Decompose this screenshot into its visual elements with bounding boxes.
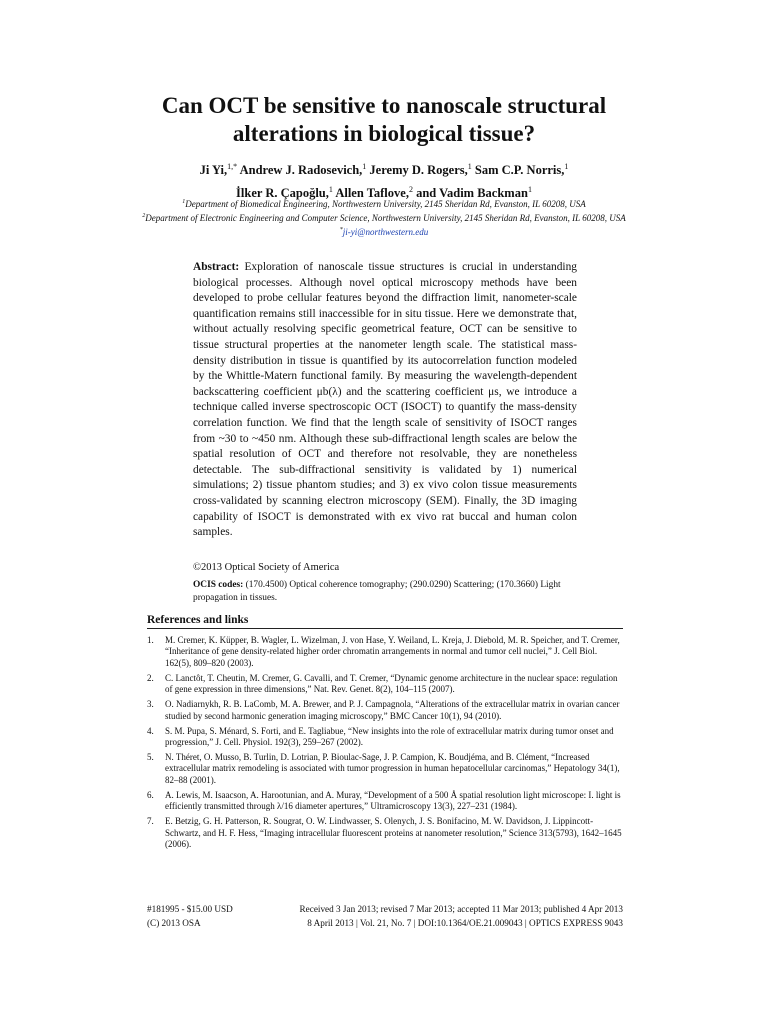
author: Allen Taflove,$^2$ — [335, 185, 413, 201]
abstract-label: Abstract: — [193, 261, 240, 273]
abstract-text: Exploration of nanoscale tissue structures is crucial in understanding biological processes. Although novel optical microscopy methods have been developed to probe cellular features beyond the diffraction limit, nanometer-scale quantification remains still inaccessible for in situ tissue. Here we demonstrate that, without actually resolving specific geometrical feature, OCT can be sensitive to tissue structural properties at the nanometer length scale. The statistical mass-density distribution in tissue is quantified by its autocorrelation function modeled by the Whittle-Matern functional family. By measuring the wavelength-dependent backscattering coefficient μb(λ) and the scattering coefficient μs, we introduce a technique called inverse spectroscopic OCT (ISOCT) to quantify the mass-density correlation function. We find that the length scale of sensitivity of ISOCT ranges from ~30 to ~450 nm. Although these sub-diffractional length scales are below the spatial resolution of OCT and therefore not resolvable, they are nonetheless detectable. The sub-diffractional sensitivity is validated by 1) numerical simulations; 2) tissue phantom studies; and 3) ex vivo colon tissue measurements cross-validated by scanning electron microscopy (SEM). Finally, the 3D imaging capability of ISOCT is demonstrated with ex vivo rat buccal and human colon samples. — [193, 261, 577, 539]
references-divider — [147, 628, 623, 629]
journal-line: 8 April 2013 | Vol. 21, No. 7 | DOI:10.1364/OE.21.009043 | OPTICS EXPRESS 9043 — [307, 918, 623, 928]
author: Ji Yi,$^{1,*}$ — [199, 162, 238, 178]
paper-title — [100, 92, 668, 148]
references-heading: References and links — [147, 614, 249, 626]
ocis-text: (170.4500) Optical coherence tomography; (290.0290) Scattering; (170.3660) Light propagation in tissues. — [193, 580, 561, 603]
reference-list — [147, 635, 623, 854]
author: Jeremy D. Rogers,$^1$ — [369, 162, 472, 178]
author: and Vadim Backman$^1$ — [416, 185, 532, 201]
dates-line: Received 3 Jan 2013; revised 7 Mar 2013; accepted 11 Mar 2013; published 4 Apr 2013 — [299, 904, 623, 914]
affiliation-2: $^2$Department of Electronic Engineering and Computer Science, Northwestern University, 2145 Sheridan Rd, Evanston, IL 60208, USA — [142, 213, 626, 223]
ocis-codes — [193, 579, 577, 605]
publisher-line: (C) 2013 OSA — [147, 918, 201, 928]
footer-right — [265, 902, 623, 930]
corresponding-email: *ji-yi@northwestern.edu — [339, 227, 429, 237]
reference-item: 7. E. Betzig, G. H. Patterson, R. Sougrat, O. W. Lindwasser, S. Olenych, J. S. Bonifacino, M. W. Davidson, J. Lippincott-Schwartz, and H. F. Hess, “Imaging intracellular fluorescent proteins at nanometer resolution,” Science 313(5793), 1642–1645 (2006). — [147, 816, 622, 850]
reference-item: 1. M. Cremer, K. Küpper, B. Wagler, L. Wizelman, J. von Hase, Y. Weiland, L. Kreja, J. Diebold, M. R. Speicher, and T. Cremer, “Inheritance of gene density-related higher order chromatin arrangements in normal and tumor cell nuclei,” J. Cell Biol. 162(5), 809–820 (2003). — [147, 635, 620, 668]
email-link[interactable]: ji-yi@northwestern.edu — [342, 227, 429, 237]
reference-item: 5. N. Théret, O. Musso, B. Turlin, D. Lotrian, P. Bioulac-Sage, J. P. Campion, K. Boudjéma, and B. Clément, “Increased extracellular matrix remodeling is associated with tumor progression in human hepatocellular carcinomas,” Hepatology 34(1), 82–88 (2001). — [147, 752, 620, 785]
price-line: #181995 - $15.00 USD — [147, 904, 233, 914]
author: İlker R. Çapoğlu,$^1$ — [236, 185, 333, 201]
title-line-1: Can OCT be sensitive to nanoscale structural — [161, 93, 607, 118]
author: Andrew J. Radosevich,$^1$ — [239, 162, 367, 178]
reference-item: 4. S. M. Pupa, S. Ménard, S. Forti, and E. Tagliabue, “New insights into the role of extracellular matrix during tumor onset and progression,” J. Cell. Physiol. 192(3), 259–267 (2002). — [147, 725, 614, 748]
reference-item: 6. A. Lewis, M. Isaacson, A. Harootunian, and A. Muray, “Development of a 500 Å spatial resolution light microscope: I. light is efficiently transmitted through λ/16 diameter apertures,” Ultramicroscopy 13(3), 227–231 (1984). — [147, 789, 621, 812]
title-line-2: alterations in biological tissue? — [232, 121, 536, 146]
ocis-label: OCIS codes: — [193, 580, 244, 590]
abstract — [193, 260, 577, 541]
reference-item: 2. C. Lanctôt, T. Cheutin, M. Cremer, G. Cavalli, and T. Cremer, “Dynamic genome architecture in the nuclear space: regulation of gene expression in three dimensions,” Nat. Rev. Genet. 8(2), 104–115 (2007). — [147, 672, 618, 695]
footer-left — [147, 902, 233, 930]
affiliations — [130, 196, 638, 238]
copyright-notice: ©2013 Optical Society of America — [193, 562, 340, 573]
affiliation-1: $^1$Department of Biomedical Engineering, Northwestern University, 2145 Sheridan Rd, Evanston, IL 60208, USA — [182, 199, 586, 209]
author: Sam C.P. Norris,$^1$ — [474, 162, 569, 178]
reference-item: 3. O. Nadiarnykh, R. B. LaComb, M. A. Brewer, and P. J. Campagnola, “Alterations of the extracellular matrix in ovarian cancer studied by second harmonic generation imaging microscopy,” BMC Cancer 10(1), 94 (2010). — [147, 699, 620, 721]
